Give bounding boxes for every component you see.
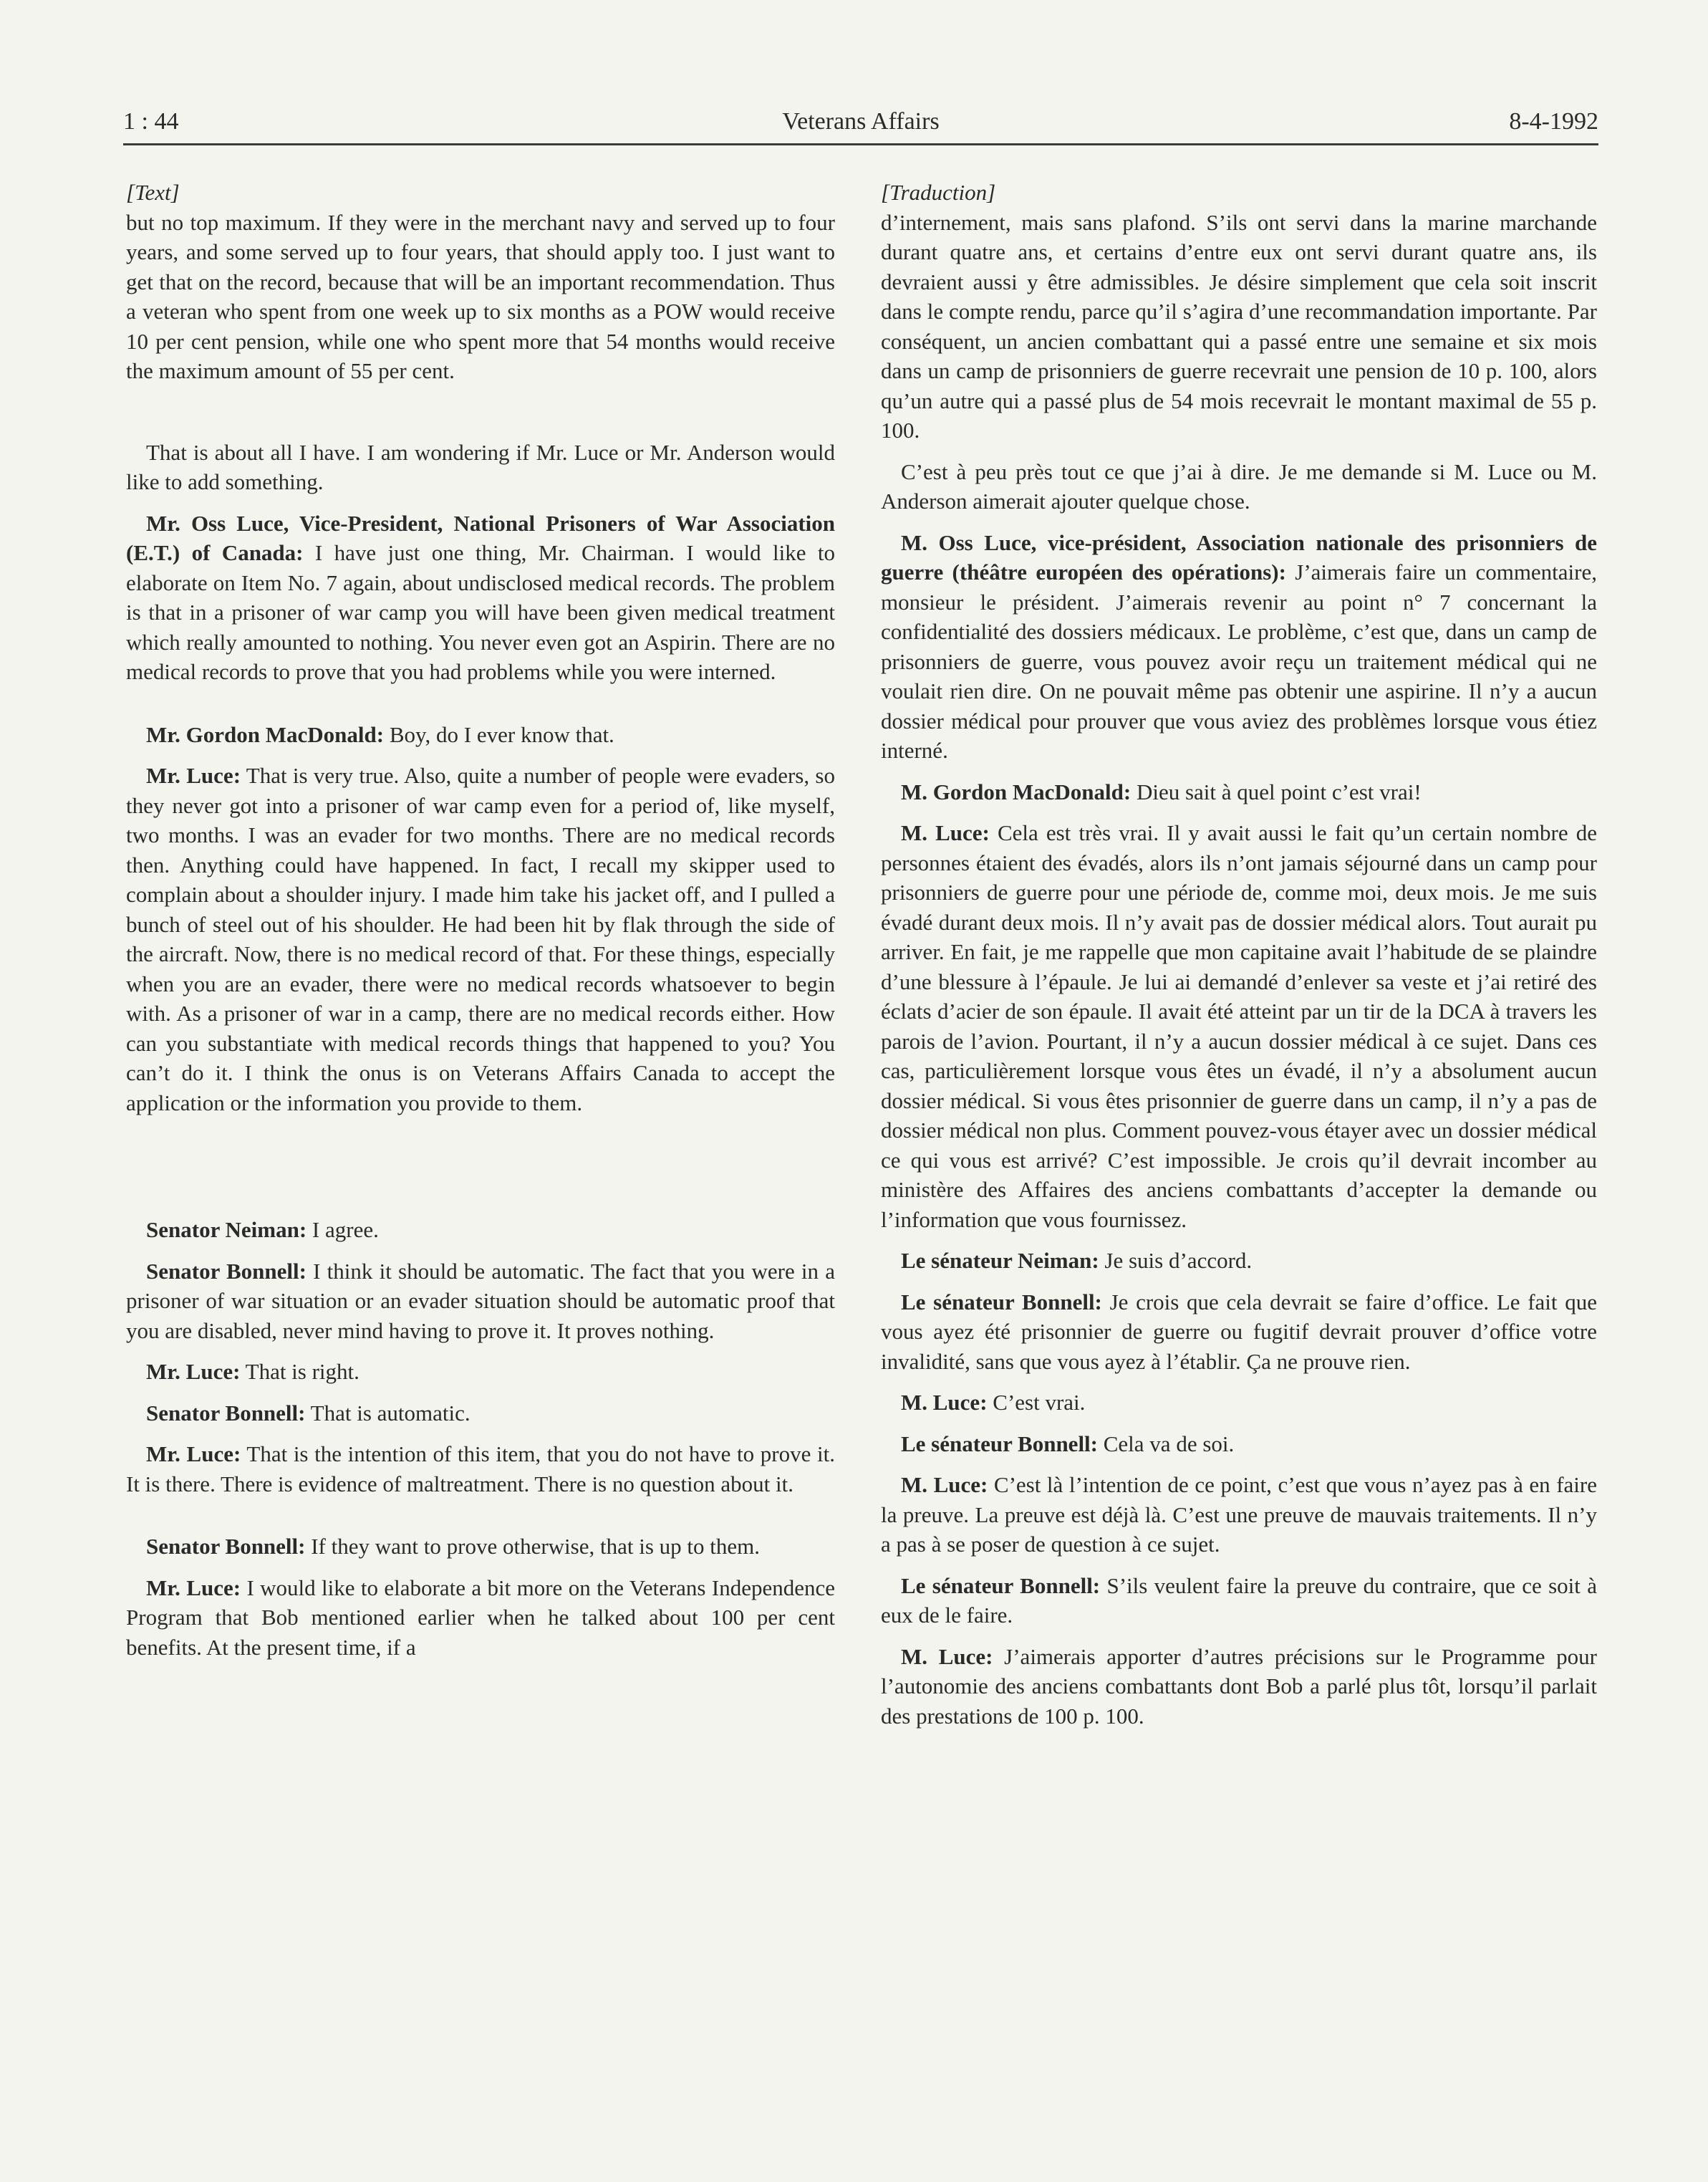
speech-text: That is right. <box>240 1359 360 1384</box>
speech-text: That is very true. Also, quite a number of people were evaders, so they never got into a prisoner of war camp even for a period of, like myself, two months. I was an evader for two months. There are no medical records then. Anything could have happened. In fact, I recall my skipper used to complain about a shoulder injury. I made him take his jacket off, and I pulled a bunch of steel out of his shoulder. He had been hit by flak through the side of the aircraft. Now, there is no medical record of that. For these things, especially when you are an evader, there were no medical records whatsoever to begin with. As a prisoner of war in a camp, there are no medical records either. How can you substantiate with medical records things that happened to you? You can’t do it. I think the onus is on Veterans Affairs Canada to accept the application or the information you provide to them. <box>126 763 835 1115</box>
speaker-name: Senator Bonnell: <box>146 1534 306 1559</box>
paragraph: That is about all I have. I am wondering if Mr. Luce or Mr. Anderson would like to add something. <box>126 439 835 494</box>
speech <box>881 1571 1597 1630</box>
paragraph: C’est à peu près tout ce que j’ai à dire. Je me demande si M. Luce ou M. Anderson aimerait ajouter quelque chose. <box>881 458 1597 514</box>
speech <box>881 1246 1597 1276</box>
speaker-name: Mr. Gordon MacDonald: <box>146 721 385 747</box>
speech <box>126 1256 835 1346</box>
speaker-name: Mr. Luce: <box>146 1441 241 1466</box>
speaker-name: M. Luce: <box>901 820 990 845</box>
speech-text: I would like to elaborate a bit more on the Veterans Independence Program that Bob mentioned earlier when he talked about 100 per cent benefits. At the present time, if a <box>126 1575 835 1660</box>
speaker-name: Mr. Luce: <box>146 1575 241 1600</box>
speaker-name: Senator Bonnell: <box>146 1258 307 1284</box>
speaker-name: Mr. Luce: <box>146 1359 241 1384</box>
speech-text: Je crois que cela devrait se faire d’office. Le fait que vous ayez été prisonnier de guerre ou fugitif devrait prouver d’office votre invalidité, sans que vous ayez à l’établir. Ça ne prouve rien. <box>881 1289 1597 1374</box>
speech <box>881 528 1597 766</box>
speaker-name: M. Oss Luce, vice-président, Association nationale des prisonniers de guerre (théâtre européen des opérations): <box>881 529 1597 585</box>
speech <box>126 1532 835 1562</box>
speaker-name: Mr. Luce: <box>146 763 241 788</box>
speech <box>881 1388 1597 1418</box>
speech-text: Je suis d’accord. <box>1099 1248 1253 1273</box>
speaker-name: Le sénateur Neiman: <box>901 1248 1099 1273</box>
running-header <box>123 100 1598 145</box>
speech-text: J’aimerais faire un commentaire, monsieur le président. J’aimerais revenir au point n° 7 concernant la confidentialité des dossiers médicaux. Le problème, c’est que, dans un camp de prisonniers de guerre, vous pouvez avoir reçu un traitement médical qui ne voulait rien dire. On ne pouvait même pas obtenir une aspirine. Il n’y a aucun dossier médical pour prouver que vous aviez des problèmes lorsque vous étiez interné. <box>881 559 1598 763</box>
speech <box>126 1573 835 1663</box>
speech-text: That is the intention of this item, that you do not have to prove it. It is there. There is evidence of maltreatment. There is no question about it. <box>126 1441 835 1496</box>
speech <box>881 1429 1597 1459</box>
speech <box>126 1357 835 1387</box>
speaker-name: M. Gordon MacDonald: <box>901 779 1132 804</box>
speech <box>126 720 835 750</box>
speech <box>126 761 835 1118</box>
translation-marker: [Traduction] <box>881 180 996 205</box>
speech-text: Boy, do I ever know that. <box>384 721 614 747</box>
speech <box>881 1470 1597 1559</box>
speech <box>126 509 835 687</box>
speaker-name: Mr. Oss Luce, Vice-President, National Prisoners of War Association (E.T.) of Canada: <box>126 510 835 565</box>
text-marker: [Text] <box>126 180 180 205</box>
english-column <box>126 178 835 2040</box>
french-column <box>881 178 1597 2040</box>
paragraph: but no top maximum. If they were in the merchant navy and served up to four years, and some served up to four years, that should apply too. I just want to get that on the record, because that will be an important recommendation. Thus a veteran who spent from one week up to six months as a POW would receive 10 per cent pension, while one who spent more that 54 months would receive the maximum amount of 55 per cent. <box>126 209 835 383</box>
speech <box>881 1642 1597 1731</box>
speech-text: If they want to prove otherwise, that is up to them. <box>305 1534 760 1559</box>
speech-text: J’aimerais apporter d’autres précisions sur le Programme pour l’autonomie des anciens combattants dont Bob a parlé plus tôt, lorsqu’il parlait des prestations de 100 p. 100. <box>881 1643 1597 1729</box>
speaker-name: M. Luce: <box>901 1643 993 1669</box>
speech <box>126 1215 835 1245</box>
speech <box>881 777 1597 807</box>
speaker-name: Le sénateur Bonnell: <box>901 1289 1102 1315</box>
paragraph: d’internement, mais sans plafond. S’ils ont servi dans la marine marchande durant quatre ans, et certains d’entre eux ont servi durant quatre ans, ils devraient aussi y être admissibles. Je désire simplement que cela soit inscrit dans le compte rendu, parce qu’il s’agira d’une recommandation importante. Par conséquent, un ancien combattant qui a passé entre une semaine et six mois dans un camp de prisonniers de guerre recevrait une pension de 10 p. 100, alors qu’un autre qui a passé plus de 54 mois recevrait le montant maximal de 55 p. 100. <box>881 209 1597 443</box>
speech-text: C’est là l’intention de ce point, c’est que vous n’ayez pas à en faire la preuve. La preuve est déjà là. C’est une preuve de mauvais traitements. Il n’y a pas à se poser de question à ce sujet. <box>881 1472 1597 1557</box>
speaker-name: Senator Neiman: <box>146 1217 307 1242</box>
speech-text: I think it should be automatic. The fact that you were in a prisoner of war situation or an evader situation should be automatic proof that you are disabled, never mind having to prove it. It proves nothing. <box>126 1258 835 1343</box>
speaker-name: Le sénateur Bonnell: <box>901 1572 1101 1598</box>
speech <box>126 1439 835 1499</box>
speech-text: C’est vrai. <box>987 1390 1086 1415</box>
speech-text: Cela va de soi. <box>1098 1431 1235 1456</box>
speech-text: That is automatic. <box>305 1400 471 1426</box>
speech <box>881 818 1597 1234</box>
speaker-name: M. Luce: <box>901 1390 988 1415</box>
speech <box>126 1398 835 1428</box>
speech-text: Cela est très vrai. Il y avait aussi le fait qu’un certain nombre de personnes étaient des évadés, alors ils n’ont jamais séjourné dans un camp pour prisonniers de guerre pour une période de, comme moi, deux mois. Je me suis évadé durant deux mois. Il n’y avait pas de dossier médical alors. Tout aurait pu arriver. En fait, je me rappelle que mon capitaine avait l’habitude de se plaindre d’une blessure à l’épaule. Je lui ai demandé d’enlever sa veste et j’ai retiré des éclats d’acier de son épaule. Il avait été atteint par un tir de la DCA à travers les parois de l’avion. Pourtant, il n’y a aucun dossier médical à ce sujet. Dans ces cas, particulièrement lorsque vous êtes un évadé, il n’y a absolument aucun dossier médical. Si vous êtes prisonnier de guerre dans un camp, il n’y a pas de dossier médical non plus. Comment pouvez-vous étayer avec un dossier médical ce qui vous est arrivé? C’est impossible. Je crois qu’il devrait incomber au ministère des Affaires des anciens combattants d’accepter la demande ou l’information que vous fournissez. <box>881 820 1597 1232</box>
page-date: 8-4-1992 <box>1509 108 1598 135</box>
speaker-name: Le sénateur Bonnell: <box>901 1431 1098 1456</box>
speech <box>881 1287 1597 1377</box>
speech-text: I have just one thing, Mr. Chairman. I would like to elaborate on Item No. 7 again, about undisclosed medical records. The problem is that in a prisoner of war camp you will have been given medical treatment which really amounted to nothing. You never even got an Aspirin. There are no medical records to prove that you had problems while you were interned. <box>126 540 835 684</box>
speech-text: Dieu sait à quel point c’est vrai! <box>1131 779 1422 804</box>
page-number: 1 : 44 <box>123 108 179 135</box>
speaker-name: M. Luce: <box>901 1472 988 1497</box>
publication-title: Veterans Affairs <box>782 108 940 135</box>
speaker-name: Senator Bonnell: <box>146 1400 306 1426</box>
speech-text: S’ils veulent faire la preuve du contraire, que ce soit à eux de le faire. <box>881 1572 1597 1628</box>
speech-text: I agree. <box>307 1217 379 1242</box>
